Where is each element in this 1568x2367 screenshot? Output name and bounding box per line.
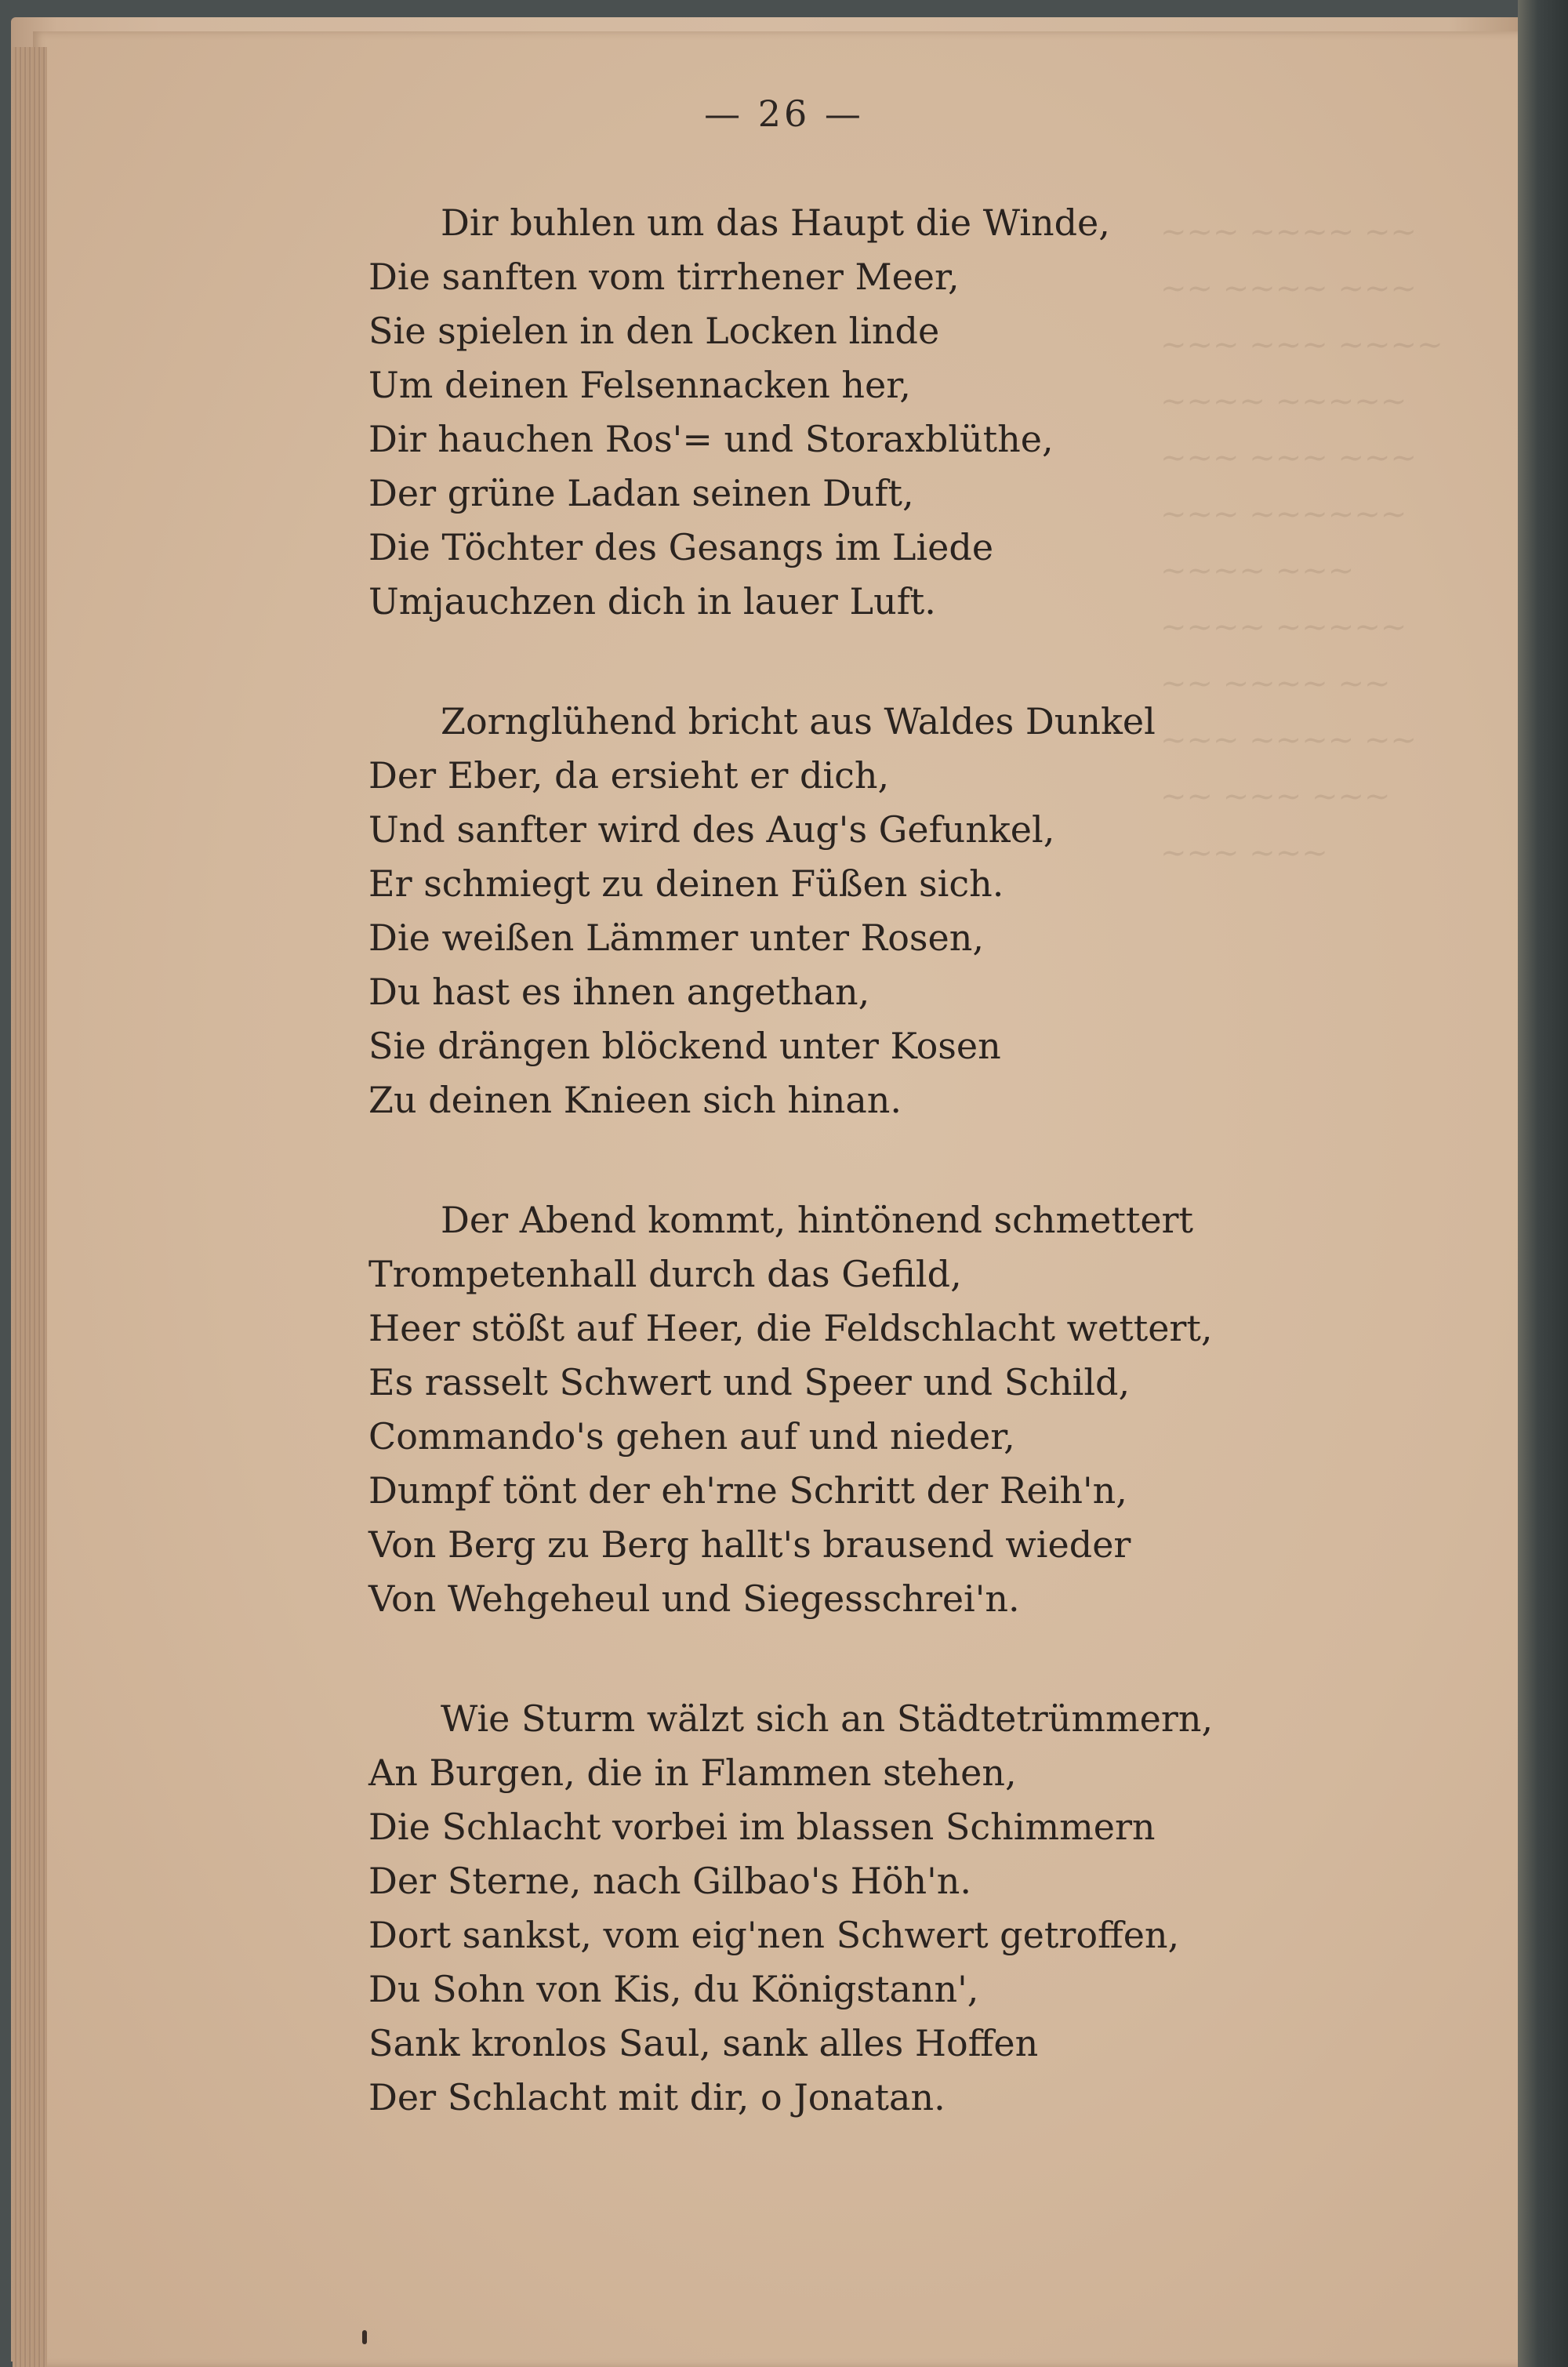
poem-line: Dort sankst, vom eig'nen Schwert getroffen, [368,1914,1180,1956]
poem-line: Um deinen Felsennacken her, [368,364,911,406]
poem-line: Du hast es ihnen angethan, [368,971,870,1013]
poem-line: Sank kronlos Saul, sank alles Hoffen [368,2022,1039,2064]
stanza [368,1692,1348,2125]
poem-line: Zornglühend bricht aus Waldes Dunkel [441,700,1156,742]
poem-line: Der Schlacht mit dir, o Jonatan. [368,2076,946,2118]
poem-line: Sie drängen blöckend unter Kosen [368,1025,1001,1067]
page-number: — 26 — [704,93,864,135]
book-gutter [1518,0,1568,2367]
stanza [368,1193,1348,1626]
poem-line: Es rasselt Schwert und Speer und Schild, [368,1361,1131,1403]
poem-line: Umjauchzen dich in lauer Luft. [368,580,936,623]
poem-line: Die sanften vom tirrhener Meer, [368,256,960,298]
poem-line: Die Töchter des Gesangs im Liede [368,526,994,568]
poem-line: Trompetenhall durch das Gefild, [368,1253,962,1295]
poem-line: Dir buhlen um das Haupt die Winde, [441,201,1110,244]
poem-line: Zu deinen Knieen sich hinan. [368,1079,902,1121]
poem-line: Du Sohn von Kis, du Königstann', [368,1968,979,2010]
poem-line: Die weißen Lämmer unter Rosen, [368,917,984,959]
poem-line: Der Eber, da ersieht er dich, [368,754,890,797]
poem-line: Die Schlacht vorbei im blassen Schimmern [368,1806,1156,1848]
poem-line: Von Berg zu Berg hallt's brausend wieder [368,1523,1131,1566]
poem-line: Von Wehgeheul und Siegesschrei'n. [368,1577,1020,1620]
poem-line: Er schmiegt zu deinen Füßen sich. [368,862,1004,905]
ink-speck [362,2330,367,2344]
poem-line: Der grüne Ladan seinen Duft, [368,472,914,514]
poem-line: Der Abend kommt, hintönend schmettert [441,1199,1194,1241]
poem-line: Sie spielen in den Locken linde [368,310,940,352]
poem-line: Und sanfter wird des Aug's Gefunkel, [368,808,1055,851]
stanza [368,196,1348,629]
poem-line: Wie Sturm wälzt sich an Städtetrümmern, [441,1697,1214,1740]
poem [368,196,1348,2191]
poem-line: Der Sterne, nach Gilbao's Höh'n. [368,1860,972,1902]
poem-line: Dir hauchen Ros'= und Storaxblüthe, [368,418,1054,460]
poem-line: Dumpf tönt der eh'rne Schritt der Reih'n, [368,1469,1127,1512]
poem-line: Heer stößt auf Heer, die Feldschlacht wettert, [368,1307,1213,1349]
poem-line: Commando's gehen auf und nieder, [368,1415,1015,1458]
stanza [368,695,1348,1127]
poem-line: An Burgen, die in Flammen stehen, [368,1752,1017,1794]
fore-edge-pages [13,47,47,2367]
